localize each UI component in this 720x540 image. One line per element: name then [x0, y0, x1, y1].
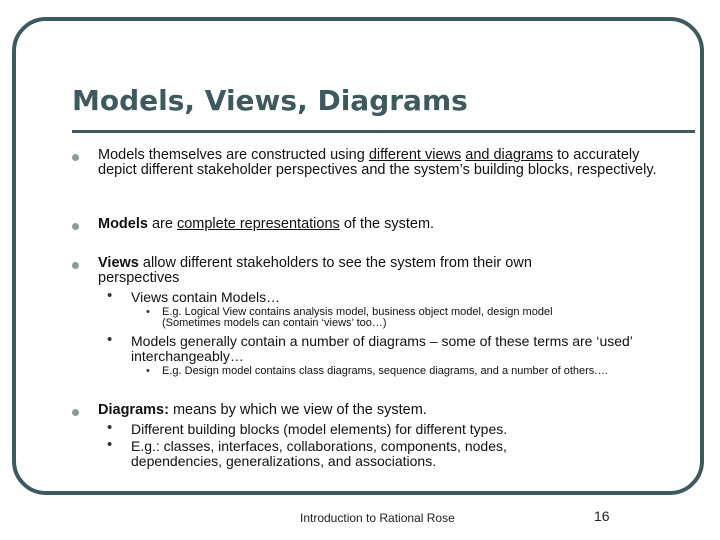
bullet-text: Models themselves are constructed using: [98, 147, 369, 163]
title-underline: [72, 130, 695, 133]
sub-bullet-dot-icon: •: [107, 419, 113, 436]
link-and-diagrams[interactable]: and diagrams: [465, 147, 554, 163]
bullet-models-complete: [98, 217, 668, 232]
sub-bullet-dot-icon: •: [107, 331, 113, 348]
slide-footer: Introduction to Rational Rose: [300, 511, 455, 525]
bullet-bold-term: Models: [98, 216, 148, 232]
bullet-dot-icon: [72, 409, 79, 416]
sub-sub-bullet-dot-icon: •: [146, 365, 150, 377]
sub-bullet-dot-icon: •: [107, 287, 113, 304]
page-number: 16: [594, 508, 610, 524]
bullet-models-constructed: [98, 148, 668, 178]
link-different-views[interactable]: different views: [368, 147, 462, 163]
bullet-views: [98, 256, 598, 286]
link-complete-representations[interactable]: complete representations: [176, 216, 340, 232]
sub-sub-bullet-dot-icon: •: [146, 306, 150, 318]
bullet-dot-icon: [72, 262, 79, 269]
bullet-text: means by which we view of the system.: [168, 402, 427, 418]
sub-bullet-examples: E.g.: classes, interfaces, collaborations, components, nodes, dependencies, generalizations, and associations.: [131, 438, 507, 469]
bullet-text: of the system.: [339, 216, 435, 232]
bullet-text: to accurately depict different stakeholder perspectives and the system’s building blocks, respectively.: [98, 147, 657, 178]
bullet-bold-term: Views: [98, 255, 139, 271]
sub-bullet-building-blocks: Different building blocks (model elements) for different types.: [131, 421, 508, 437]
bullet-text: are: [147, 216, 177, 232]
sub-bullet-dot-icon: •: [107, 436, 113, 453]
bullet-dot-icon: [72, 154, 79, 161]
sub-sub-bullet-design-model: E.g. Design model contains class diagrams, sequence diagrams, and a number of others.…: [162, 365, 609, 377]
bullet-text: allow different stakeholders to see the system from their own perspectives: [98, 255, 532, 286]
sub-bullet-views-contain-models: Views contain Models…: [131, 289, 281, 305]
bullet-bold-term: Diagrams:: [98, 402, 169, 418]
sub-sub-bullet-logical-view: E.g. Logical View contains analysis model, business object model, design model (Sometimes models can contain ‘views’ too…): [162, 306, 553, 329]
slide-title: Models, Views, Diagrams: [72, 84, 468, 117]
bullet-dot-icon: [72, 223, 79, 230]
sub-bullet-models-contain-diagrams: Models generally contain a number of diagrams – some of these terms are ‘used’ interchangeably…: [131, 333, 633, 364]
bullet-diagrams: [98, 403, 668, 418]
